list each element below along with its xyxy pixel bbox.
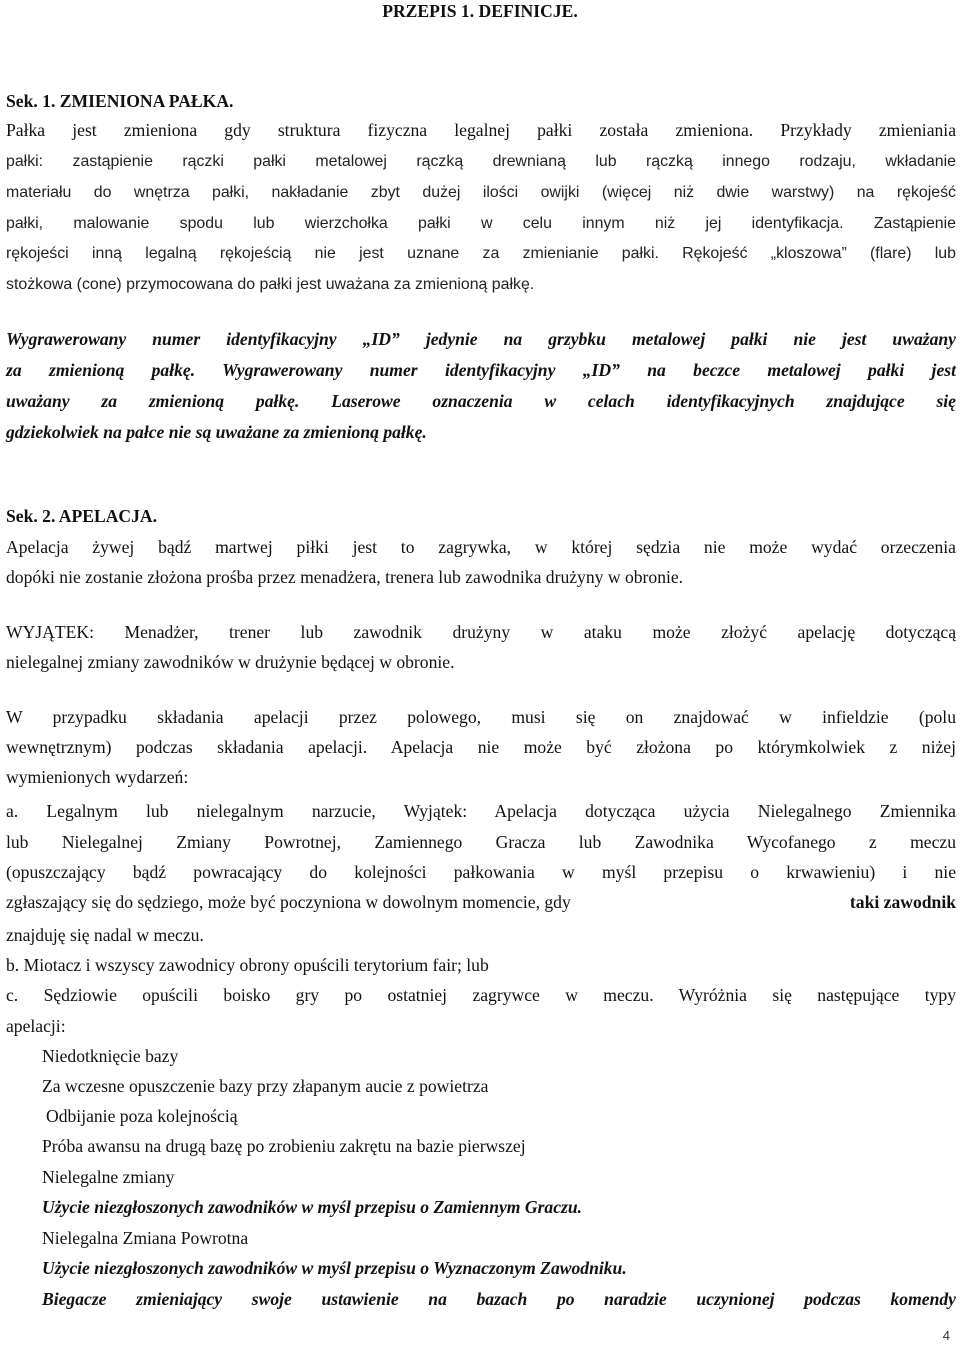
list-item-a-bold: taki zawodnik (849, 892, 956, 912)
section-1-title: Sek. 1. ZMIENIONA PAŁKA. (6, 91, 234, 111)
appeal-type: Próba awansu na drugą bazę po zrobieniu zakrętu na bazie pierwszej (42, 1136, 526, 1156)
sec2-p3-line: wymienionych wydarzeń: (6, 767, 189, 787)
page-number: 4 (942, 1328, 950, 1343)
sec1-italic-line: Wygrawerowany numer identyfikacyjny „ID” jedynie na grzybku metalowej pałki nie jest uważany (6, 329, 956, 349)
sec1-italic-line: gdziekolwiek na pałce nie są uważane za zmienioną pałkę. (6, 422, 427, 442)
sec2-p1-line: Apelacja żywej bądź martwej piłki jest to zagrywka, w której sędzia nie może wydać orzeczenia (6, 537, 956, 557)
sec2-p3-line: wewnętrznym) podczas składania apelacji. Apelacja nie może być złożona po którymkolwiek z niżej (6, 737, 956, 757)
appeal-type: Użycie niezgłoszonych zawodników w myśl przepisu o Zamiennym Graczu. (42, 1197, 583, 1217)
list-item-b: b. Miotacz i wszyscy zawodnicy obrony opuścili terytorium fair; lub (6, 955, 489, 975)
appeal-type: Nielegalne zmiany (42, 1167, 175, 1187)
appeal-type: Biegacze zmieniający swoje ustawienie na bazach po naradzie uczynionej podczas komendy (42, 1289, 956, 1309)
sec1-line: stożkowa (cone) przymocowana do pałki jest uważana za zmienioną pałkę. (6, 276, 535, 293)
list-item-c: c. Sędziowie opuścili boisko gry po ostatniej zagrywce w meczu. Wyróżnia się następujące typy (6, 985, 956, 1005)
section-2-title: Sek. 2. APELACJA. (6, 506, 158, 526)
appeal-type: Użycie niezgłoszonych zawodników w myśl przepisu o Wyznaczonym Zawodniku. (42, 1258, 627, 1278)
list-item-a-text: zgłaszający się do sędziego, może być poczyniona w dowolnym momencie, gdy (6, 892, 571, 912)
appeal-type: Za wczesne opuszczenie bazy przy złapanym aucie z powietrza (42, 1076, 489, 1096)
page-title: PRZEPIS 1. DEFINICJE. (382, 1, 578, 21)
list-item-a: a. Legalnym lub nielegalnym narzucie, Wyjątek: Apelacja dotycząca użycia Nielegalnego Zmiennika (6, 801, 956, 821)
sec1-italic-line: za zmienioną pałkę. Wygrawerowany numer identyfikacyjny „ID” na beczce metalowej pałki jest (6, 360, 956, 380)
sec1-line: pałki, malowanie spodu lub wierzchołka pałki w celu innym niż jej identyfikacja. Zastąpienie (6, 215, 956, 232)
list-item-a: znajduję się nadal w meczu. (6, 925, 204, 945)
sec2-p3-line: W przypadku składania apelacji przez polowego, musi się on znajdować w infieldzie (polu (6, 707, 956, 727)
sec1-italic-line: uważany za zmienioną pałkę. Laserowe oznaczenia w celach identyfikacyjnych znajdujące się (6, 391, 956, 411)
sec1-line: rękojeści inną legalną rękojeścią nie jest uznane za zmienianie pałki. Rękojeść „kloszowa” (flare) lub (6, 245, 956, 262)
list-item-a: (opuszczający bądź powracający do kolejności pałkowania w myśl przepisu o krwawieniu) i nie (6, 862, 956, 882)
sec2-p1-line: dopóki nie zostanie złożona prośba przez menadżera, trenera lub zawodnika drużyny w obronie. (6, 567, 684, 587)
sec1-line: materiału do wnętrza pałki, nakładanie zbyt dużej ilości owijki (więcej niż dwie warstwy) na rękojeść (6, 184, 956, 201)
sec2-p2-line: WYJĄTEK: Menadżer, trener lub zawodnik drużyny w ataku może złożyć apelację dotyczącą (6, 622, 956, 642)
sec2-p2-line: nielegalnej zmiany zawodników w drużynie będącej w obronie. (6, 652, 455, 672)
list-item-a-line4 (6, 891, 956, 913)
list-item-a: lub Nielegalnej Zmiany Powrotnej, Zamiennego Gracza lub Zawodnika Wycofanego z meczu (6, 832, 956, 852)
appeal-type: Nielegalna Zmiana Powrotna (42, 1228, 249, 1248)
appeal-type: Odbijanie poza kolejnością (46, 1106, 238, 1126)
sec1-line: pałki: zastąpienie rączki pałki metalowej rączką drewnianą lub rączką innego rodzaju, wkładanie (6, 153, 956, 170)
sec1-line: Pałka jest zmieniona gdy struktura fizyczna legalnej pałki została zmieniona. Przykłady zmieniania (6, 120, 956, 140)
appeal-type: Niedotknięcie bazy (42, 1046, 179, 1066)
list-item-c: apelacji: (6, 1016, 66, 1036)
